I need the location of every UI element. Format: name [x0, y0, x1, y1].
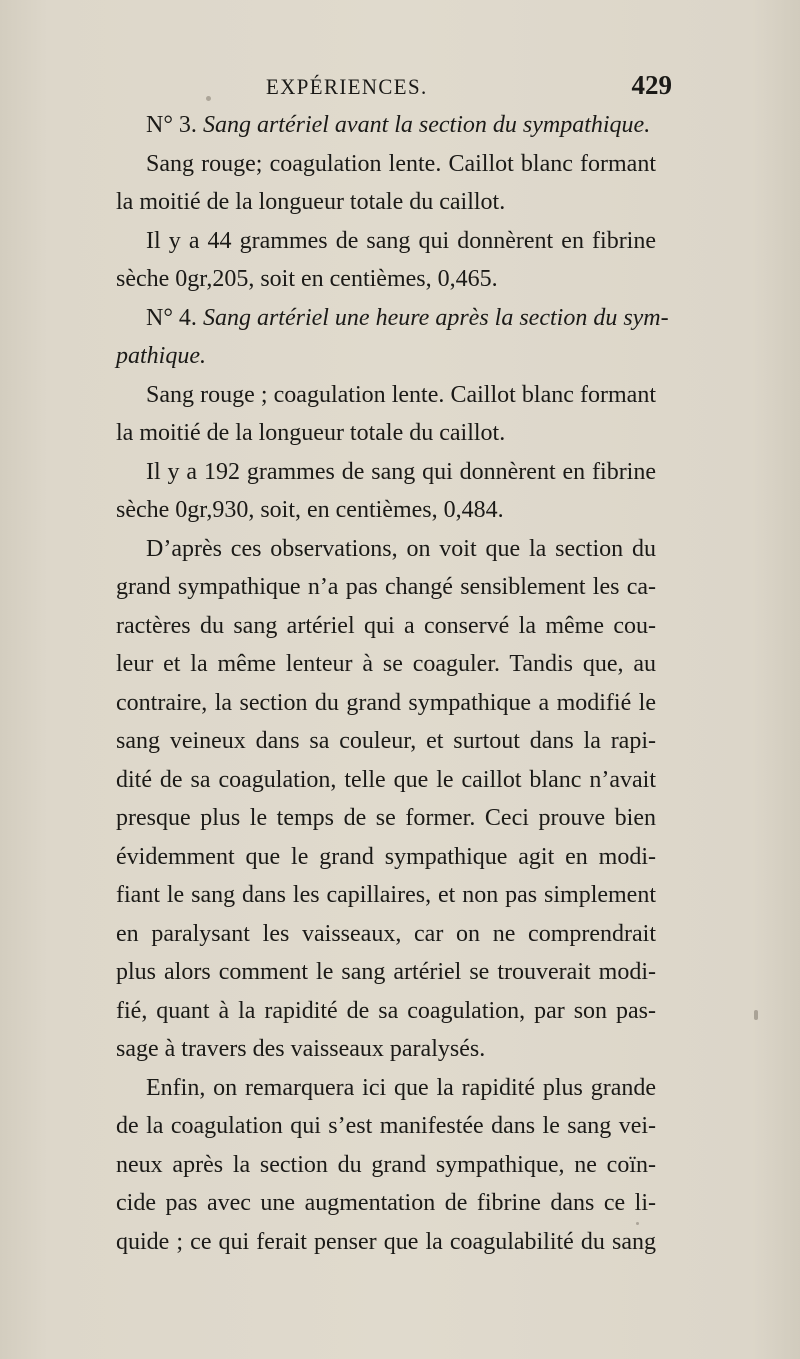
- line-text: plus alors comment le sang artériel se trouverait modi-: [116, 959, 656, 985]
- line-text: leur et la même lenteur à se coaguler. Tandis que, au: [116, 651, 656, 677]
- running-title: EXPÉRIENCES.: [266, 74, 428, 99]
- line-text: cide pas avec une augmentation de fibrine dans ce li-: [116, 1190, 656, 1216]
- line-italic-text: pathique.: [116, 343, 206, 369]
- text-line: [116, 491, 656, 530]
- line-text: Enfin, on remarquera ici que la rapidité plus grande: [146, 1074, 656, 1101]
- line-text: neux après la section du grand sympathique, ne coïn-: [116, 1151, 656, 1178]
- text-line: [116, 722, 656, 761]
- text-line: [116, 1184, 656, 1223]
- text-line: [116, 915, 656, 954]
- text-line: [116, 1069, 656, 1108]
- text-line: [116, 530, 656, 569]
- line-italic-text: Sang artériel avant la section du sympathique.: [202, 112, 651, 138]
- line-italic-text: Sang artériel une heure après la section du sym-: [202, 304, 669, 331]
- line-text: de la coagulation qui s’est manifestée dans le sang vei-: [116, 1113, 656, 1139]
- text-line: [116, 568, 656, 607]
- line-text: sang veineux dans sa couleur, et surtout dans la rapi-: [116, 728, 656, 754]
- line-text: grand sympathique n’a pas changé sensiblement les ca-: [116, 574, 656, 600]
- line-text: évidemment que le grand sympathique agit en modi-: [116, 843, 656, 870]
- text-line: [116, 1030, 656, 1069]
- text-line: [116, 607, 656, 646]
- line-text: en paralysant les vaisseaux, car on ne comprendrait: [116, 920, 656, 947]
- line-text: N° 3.: [146, 112, 203, 138]
- line-text: la moitié de la longueur totale du caillot.: [116, 189, 506, 215]
- text-line: [116, 299, 669, 338]
- text-line: [116, 337, 656, 376]
- text-line: [116, 761, 656, 800]
- line-text: dité de sa coagulation, telle que le caillot blanc n’avait: [116, 766, 656, 793]
- line-text: sèche 0gr,930, soit, en centièmes, 0,484.: [116, 497, 504, 523]
- line-text: fié, quant à la rapidité de sa coagulation, par son pas-: [116, 997, 656, 1024]
- text-line: [116, 838, 656, 877]
- line-text: ractères du sang artériel qui a conservé la même cou-: [116, 612, 656, 639]
- line-text: presque plus le temps de se former. Ceci prouve bien: [116, 805, 656, 831]
- text-line: [116, 414, 656, 453]
- text-line: [116, 645, 656, 684]
- text-line: [116, 145, 656, 184]
- text-line: [116, 1107, 656, 1146]
- text-line: [116, 106, 656, 145]
- line-text: contraire, la section du grand sympathique a modifié le: [116, 689, 656, 716]
- text-line: [116, 260, 656, 299]
- line-text: fiant le sang dans les capillaires, et non pas simplement: [116, 882, 656, 908]
- line-text: N° 4.: [146, 304, 203, 331]
- text-line: [116, 953, 656, 992]
- text-line: [116, 876, 656, 915]
- text-line: [116, 1223, 656, 1262]
- ink-speck: [206, 96, 211, 101]
- line-text: sage à travers des vaisseaux paralysés.: [116, 1036, 486, 1062]
- line-text: Sang rouge; coagulation lente. Caillot blanc formant: [146, 150, 656, 177]
- text-line: [116, 992, 656, 1031]
- text-line: [116, 1146, 656, 1185]
- running-head: [148, 70, 672, 108]
- text-line: [116, 376, 656, 415]
- line-text: quide ; ce qui ferait penser que la coagulabilité du sang: [116, 1228, 656, 1255]
- line-text: sèche 0gr,205, soit en centièmes, 0,465.: [116, 266, 498, 292]
- line-text: Sang rouge ; coagulation lente. Caillot blanc formant: [146, 381, 656, 408]
- page-number: 429: [631, 70, 672, 100]
- text-line: [116, 222, 656, 261]
- text-line: [116, 684, 656, 723]
- ink-speck: [636, 1222, 639, 1225]
- ink-speck: [754, 1010, 758, 1020]
- text-line: [116, 453, 656, 492]
- line-text: la moitié de la longueur totale du caillot.: [116, 420, 506, 446]
- text-line: [116, 183, 656, 222]
- line-text: D’après ces observations, on voit que la section du: [146, 535, 656, 562]
- line-text: Il y a 192 grammes de sang qui donnèrent en fibrine: [146, 458, 656, 485]
- text-line: [116, 799, 656, 838]
- line-text: Il y a 44 grammes de sang qui donnèrent en fibrine: [146, 227, 656, 254]
- body-text: [116, 106, 669, 1261]
